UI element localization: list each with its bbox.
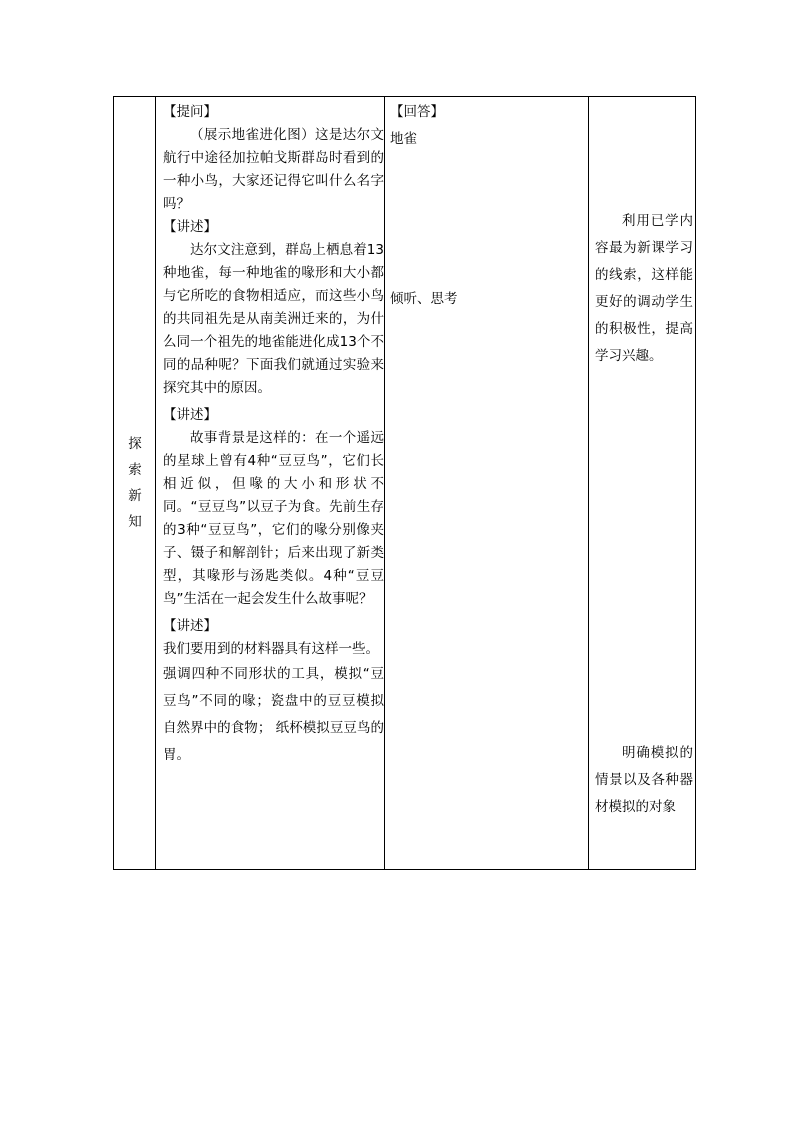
stage-char: 新 [128,488,142,504]
section-text: 我们要用到的材料器具有这样一些。 [163,641,379,657]
stage-label [128,431,142,535]
section-heading: 【讲述】 [163,219,217,235]
stage-char: 索 [128,462,142,478]
stage-char: 探 [128,436,142,452]
section-text: 故事背景是这样的：在一个遥远的星球上曾有4种“豆豆鸟”，它们长相近似，但喙的大小和形状不同。“豆豆鸟”以豆子为食。先前生存的3种“豆豆鸟”，它们的喙分别像夹子、镊子和解剖针；后来出现了新类型，其喙形与汤匙类似。4种“豆豆鸟”生活在一起会发生什么故事呢？ [163,430,384,607]
design-intent-note [595,740,693,821]
design-note-text: 利用已学内容最为新课学习的线索，这样能更好的调动学生的积极性，提高学习兴趣。 [595,213,693,364]
lesson-table [113,96,696,870]
section-heading: 【讲述】 [163,407,217,423]
section-heading: 【提问】 [163,104,217,120]
section-heading: 【讲述】 [163,618,217,634]
section-text: （展示地雀进化图）这是达尔文航行中途径加拉帕戈斯群岛时看到的一种小鸟，大家还记得它叫什么名字吗？ [163,127,384,212]
design-note-text: 明确模拟的情景以及各种器材模拟的对象 [595,745,693,815]
section-text: 达尔文注意到，群岛上栖息着13种地雀，每一种地雀的喙形和大小都与它所吃的食物相适应，而这些小鸟的共同祖先是从南美洲迁来的，为什么同一个祖先的地雀能进化成13个不同的品种呢？下面我们就通过实验来探究其中的原因。 [163,242,384,396]
teacher-activity-cell [163,101,384,769]
column-divider [588,97,589,869]
stage-cell [114,97,156,869]
column-divider [384,97,385,869]
student-response-heading: 【回答】 [390,104,444,120]
student-activity: 倾听、思考 [390,291,458,307]
stage-char: 知 [128,514,142,530]
section-text: 强调四种不同形状的工具，模拟“豆豆鸟”不同的喙；瓷盘中的豆豆模拟自然界中的食物； 纸杯模拟豆豆鸟的胃。 [163,666,384,763]
design-intent-note [595,208,693,370]
student-answer: 地雀 [390,131,417,147]
